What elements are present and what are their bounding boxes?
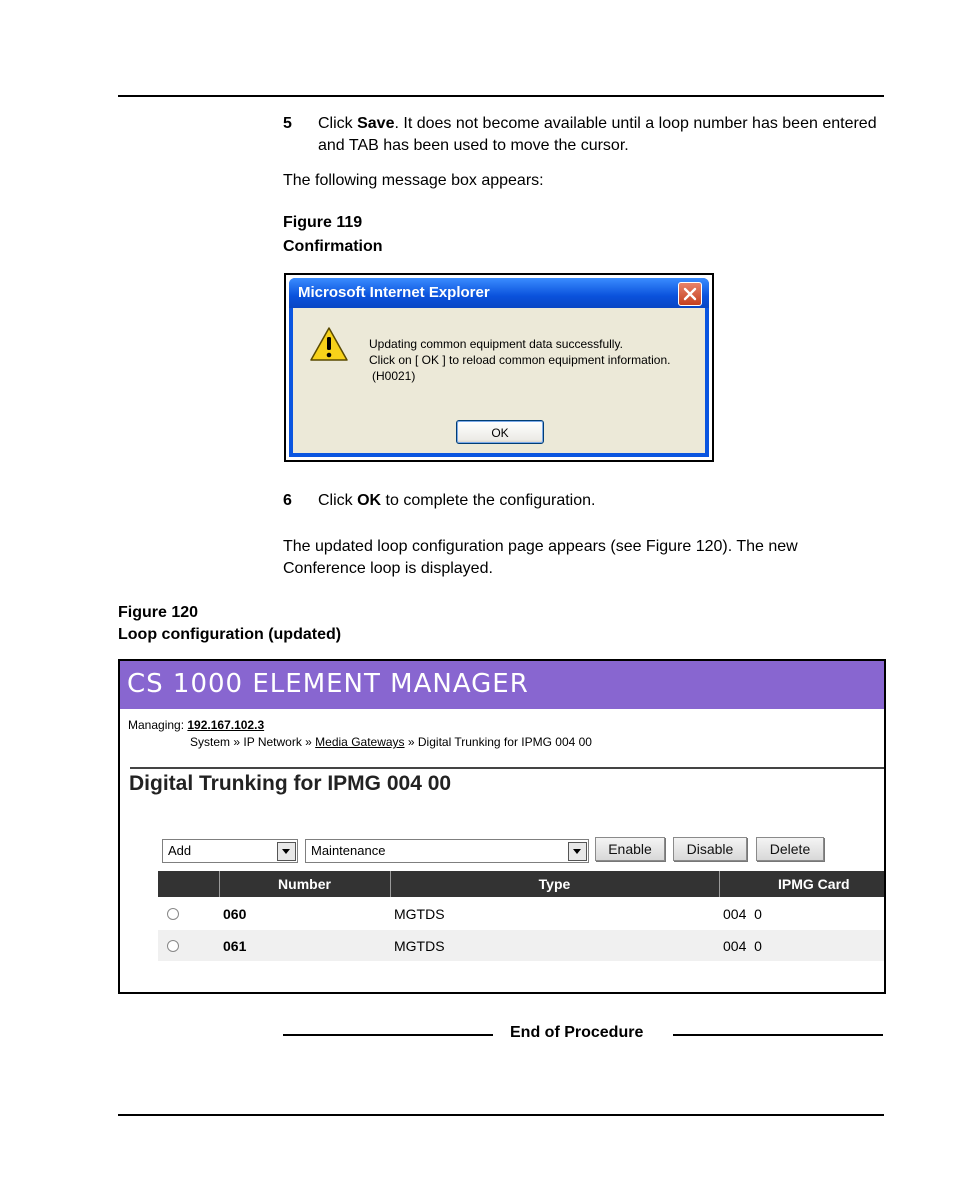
breadcrumb-media-gateways[interactable]: Media Gateways	[315, 735, 405, 749]
figure-120-caption: Loop configuration (updated)	[118, 626, 342, 643]
em-header	[120, 661, 884, 709]
breadcrumb-current: Digital Trunking for IPMG 004 00	[417, 735, 592, 749]
warning-icon	[309, 326, 349, 367]
row-number: 060	[223, 906, 247, 922]
breadcrumb: System » IP Network » Media Gateways » Digital Trunking for IPMG 004 00	[190, 735, 592, 749]
dialog-title: Microsoft Internet Explorer	[298, 284, 490, 301]
row-type: MGTDS	[394, 938, 445, 954]
table-row[interactable]	[158, 930, 884, 961]
figure-119-image	[284, 273, 714, 462]
row-type: MGTDS	[394, 906, 445, 922]
row-number: 061	[223, 938, 247, 954]
end-rule-right	[673, 1034, 883, 1036]
breadcrumb-ip-network[interactable]: IP Network	[243, 735, 302, 749]
managing-line: Managing: 192.167.102.3	[128, 718, 265, 732]
table-row[interactable]	[158, 898, 884, 929]
column-ipmg-card: IPMG Card	[778, 876, 850, 892]
chevron-down-icon[interactable]	[277, 842, 296, 861]
figure-119-caption: Confirmation	[283, 238, 383, 255]
figure-119-label: Figure 119	[283, 214, 363, 231]
end-of-procedure: End of Procedure	[510, 1024, 644, 1041]
message-intro: The following message box appears:	[283, 172, 544, 189]
column-type: Type	[538, 876, 571, 892]
row-ipmg-card: 004 0	[723, 906, 762, 922]
figure-120-image	[118, 659, 886, 994]
ie-dialog	[289, 278, 709, 457]
close-icon[interactable]	[678, 282, 702, 306]
step-text: Click Save. It does not become available until a loop number has been entered and TAB has been used to move the cursor.	[318, 115, 877, 154]
row-radio[interactable]	[167, 908, 179, 920]
breadcrumb-system[interactable]: System	[190, 735, 231, 749]
step-text: Click OK to complete the configuration.	[318, 492, 596, 509]
header-rule	[118, 95, 884, 97]
dialog-body	[293, 308, 705, 453]
page-title: Digital Trunking for IPMG 004 00	[129, 772, 452, 795]
em-header-title: CS 1000 ELEMENT MANAGER	[127, 669, 529, 699]
maintenance-select[interactable]: Maintenance	[305, 839, 589, 863]
add-select[interactable]: Add	[162, 839, 298, 863]
disable-button[interactable]: Disable	[673, 837, 747, 861]
delete-button[interactable]: Delete	[756, 837, 824, 861]
updated-paragraph: The updated loop configuration page appears (see Figure 120). The new Conference loop is displayed.	[283, 538, 798, 577]
managing-ip-link[interactable]: 192.167.102.3	[187, 718, 265, 732]
enable-button[interactable]: Enable	[595, 837, 665, 861]
step-number: 5	[283, 115, 292, 132]
column-number: Number	[278, 876, 331, 892]
end-rule-left	[283, 1034, 493, 1036]
dialog-titlebar	[289, 278, 709, 308]
figure-120-label: Figure 120	[118, 604, 199, 621]
breadcrumb-divider	[130, 767, 884, 769]
chevron-down-icon[interactable]	[568, 842, 587, 861]
step-number: 6	[283, 492, 292, 509]
footer-rule	[118, 1114, 884, 1116]
table-header	[158, 871, 884, 897]
ok-button[interactable]: OK	[456, 420, 544, 444]
row-ipmg-card: 004 0	[723, 938, 762, 954]
dialog-message: Updating common equipment data successfully. Click on [ OK ] to reload common equipment information. (H0021)	[369, 337, 671, 383]
row-radio[interactable]	[167, 940, 179, 952]
